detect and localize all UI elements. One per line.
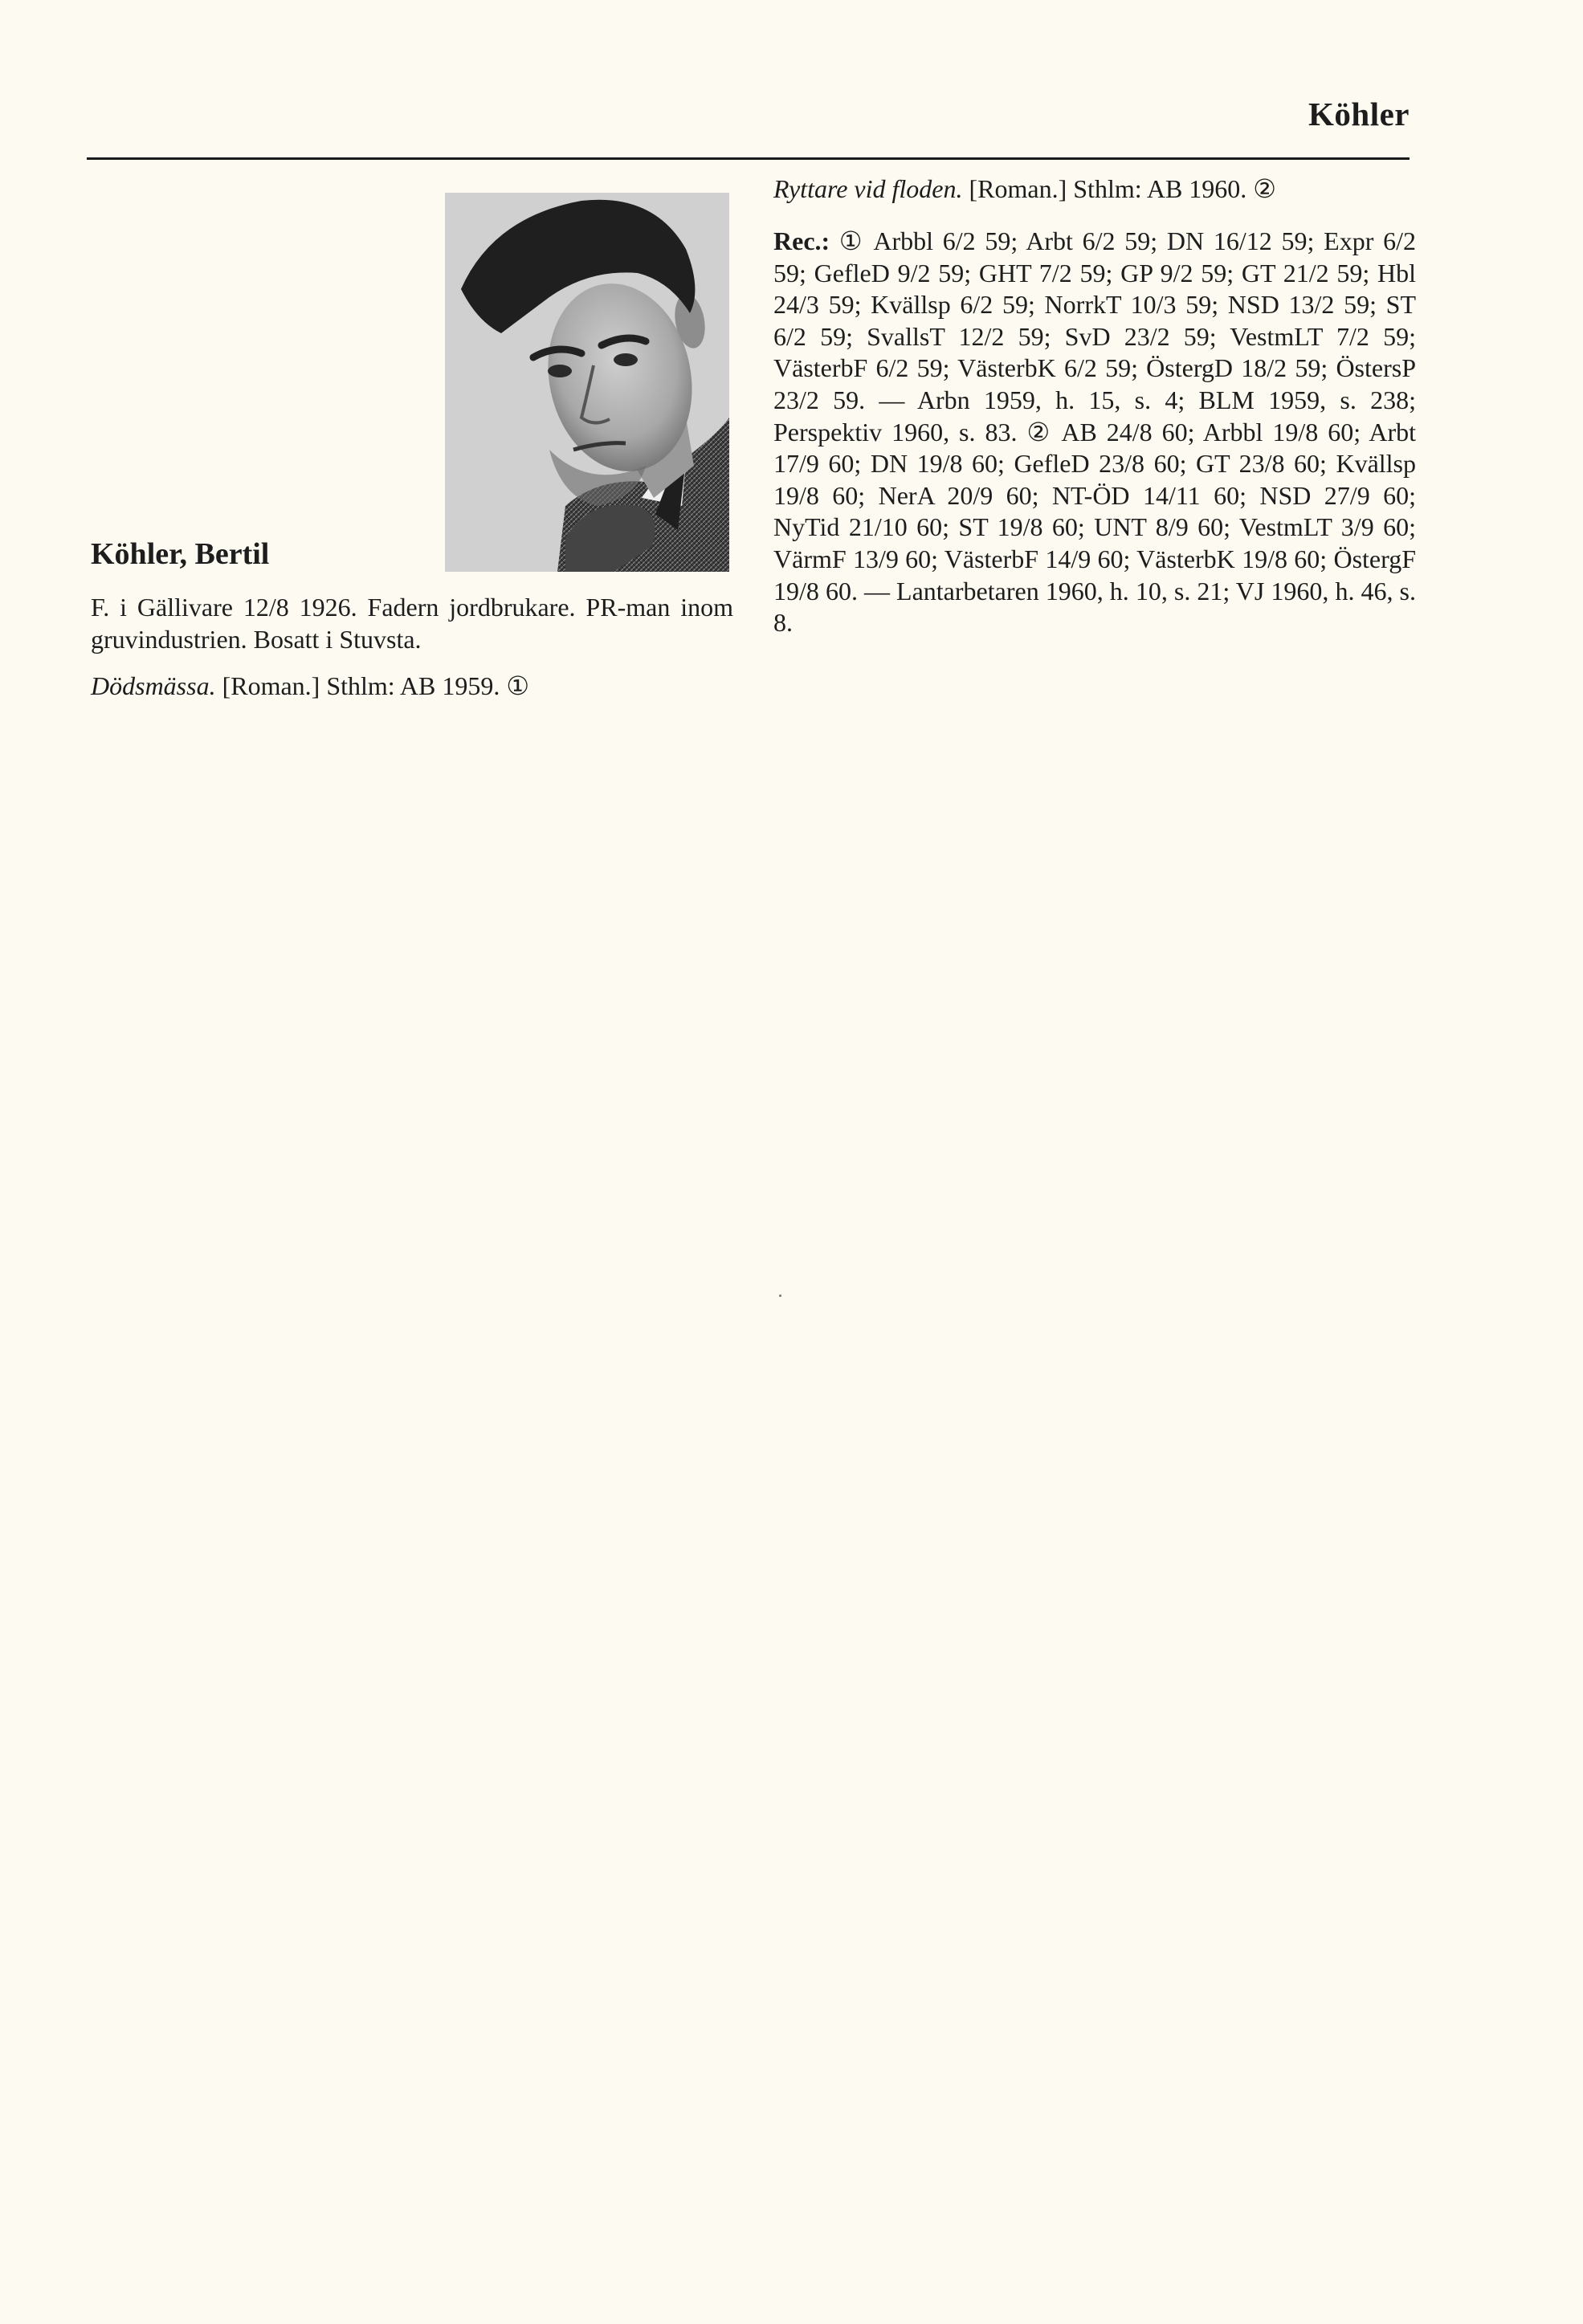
paper-speck bbox=[779, 1295, 781, 1297]
author-portrait bbox=[445, 193, 729, 572]
work-entry bbox=[773, 173, 1416, 205]
work-entry bbox=[91, 670, 733, 702]
work-details: [Roman.] Sthlm: AB 1960. ② bbox=[962, 174, 1276, 203]
work-details: [Roman.] Sthlm: AB 1959. ① bbox=[215, 671, 530, 700]
reviews-text: ① Arbbl 6/2 59; Arbt 6/2 59; DN 16/12 59; Expr 6/2 59; GefleD 9/2 59; GHT 7/2 59; GP 9/2 59; GT 21/2 59; Hbl 24/3 59; Kvällsp 6/2 59; NorrkT 10/3 59; NSD 13/2 59; ST 6/2 59; SvallsT 12/2 59; SvD 23/2 59; VestmLT 7/2 59; VästerbF 6/2 59; VästerbK 6/2 59; ÖstergD 18/2 59; ÖstersP 23/2 59. — Arbn 1959, h. 15, s. 4; BLM 1959, s. 238; Perspektiv 1960, s. 83. ② AB 24/8 60; Arbbl 19/8 60; Arbt 17/9 60; DN 19/8 60; GefleD 23/8 60; GT 23/8 60; Kvällsp 19/8 60; NerA 20/9 60; NT-ÖD 14/11 60; NSD 27/9 60; NyTid 21/10 60; ST 19/8 60; UNT 8/9 60; VestmLT 3/9 60; VärmF 13/9 60; VästerbF 14/9 60; VästerbK 19/8 60; ÖstergF 19/8 60. — Lantarbetaren 1960, h. 10, s. 21; VJ 1960, h. 46, s. 8. bbox=[773, 226, 1416, 638]
header-rule bbox=[87, 157, 1410, 160]
entry-name: Köhler, Bertil bbox=[91, 537, 270, 571]
running-head: Köhler bbox=[1308, 96, 1410, 133]
reviews-label: Rec.: bbox=[773, 226, 830, 255]
biography: F. i Gällivare 12/8 1926. Fadern jordbrukare. PR-man inom gruvindustrien. Bosatt i Stuvsta. bbox=[91, 592, 733, 654]
reviews bbox=[773, 226, 1416, 639]
work-title: Dödsmässa. bbox=[91, 671, 216, 700]
entry-left-column bbox=[91, 538, 733, 702]
work-title: Ryttare vid floden. bbox=[773, 174, 963, 203]
entry-right-column bbox=[773, 173, 1416, 639]
